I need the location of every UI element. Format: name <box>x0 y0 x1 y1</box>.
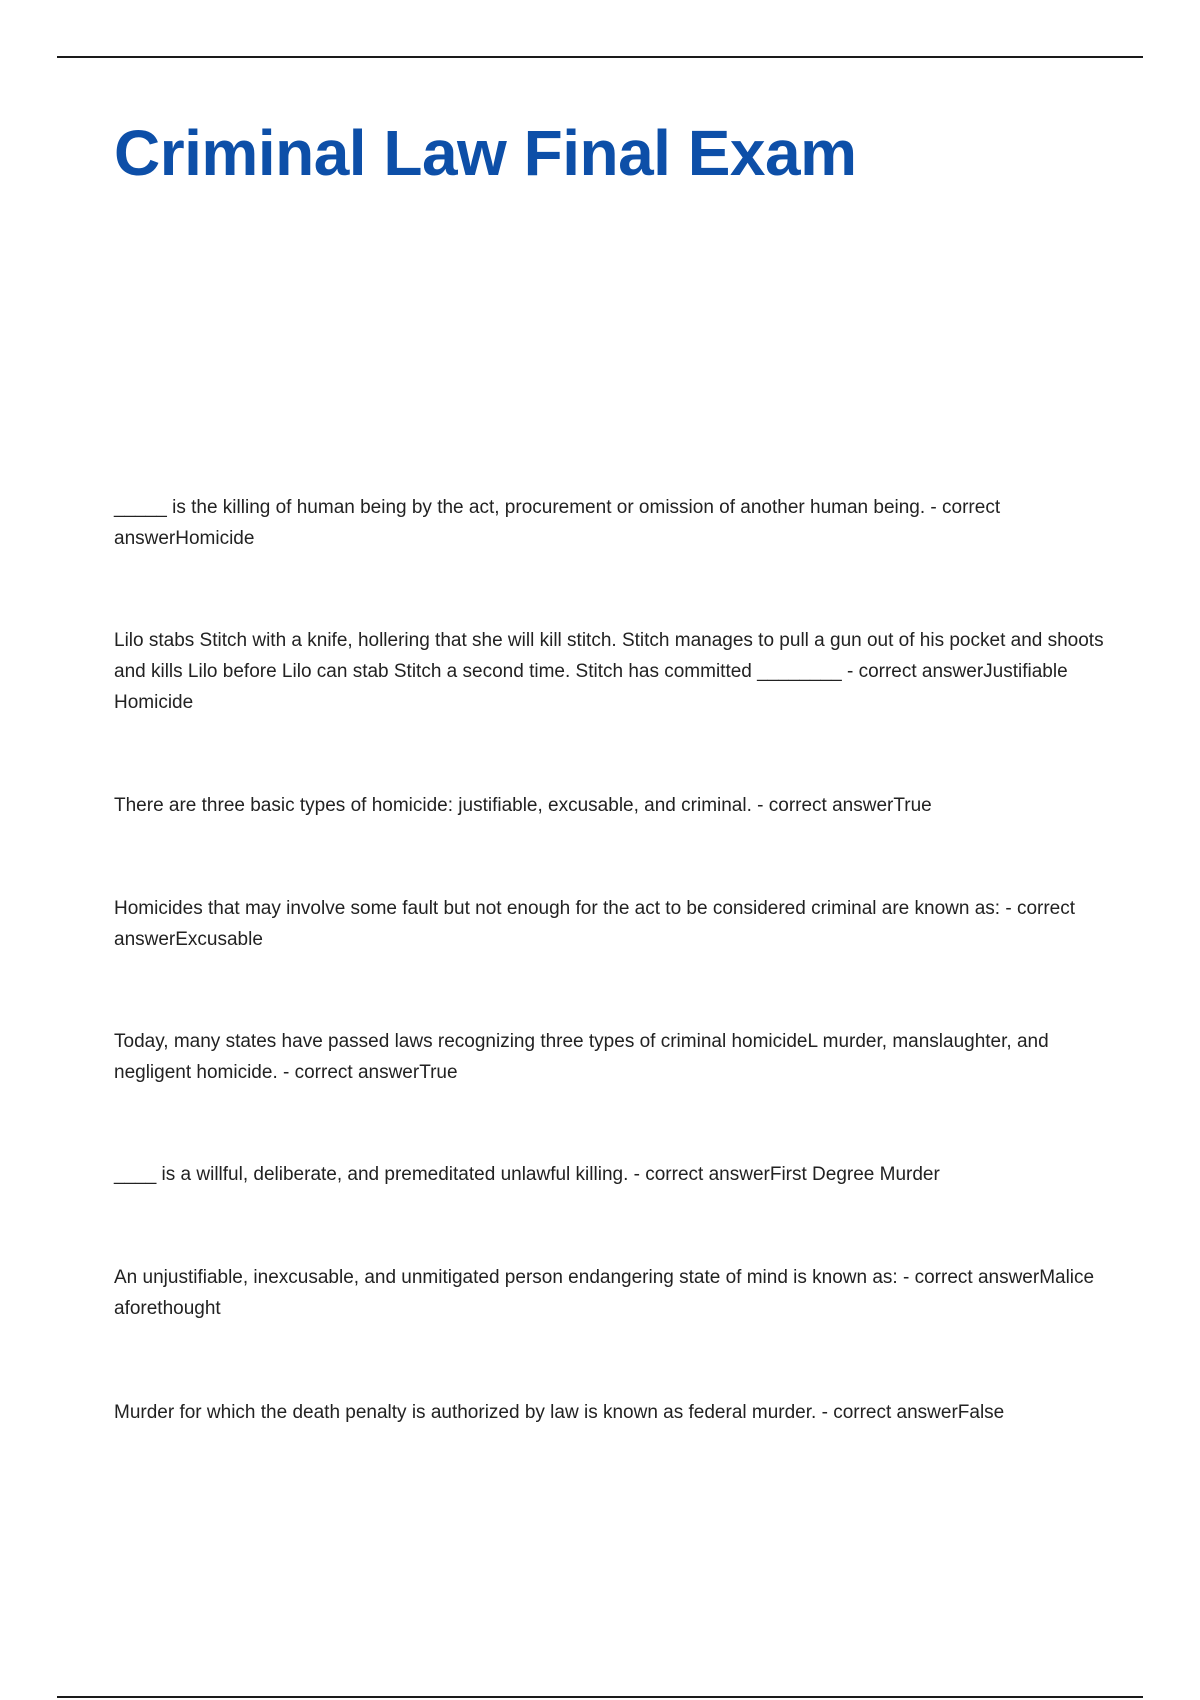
footer-rule <box>57 1696 1143 1698</box>
qa-item-6: ____ is a willful, deliberate, and premeditated unlawful killing. - correct answerFirst Degree Murder <box>114 1164 940 1185</box>
qa-item-8: Murder for which the death penalty is authorized by law is known as federal murder. - correct answerFalse <box>114 1402 1005 1423</box>
qa-item-7: An unjustifiable, inexcusable, and unmitigated person endangering state of mind is known as: - correct answerMalice aforethought <box>114 1267 1095 1319</box>
qa-item-2: Lilo stabs Stitch with a knife, hollering that she will kill stitch. Stitch manages to pull a gun out of his pocket and shoots and kills Lilo before Lilo can stab Stitch a second time. Stitch has committed ________ - correct answerJustifiable Homicide <box>114 630 1104 713</box>
qa-item-5: Today, many states have passed laws recognizing three types of criminal homicideL murder, manslaughter, and negligent homicide. - correct answerTrue <box>114 1031 1049 1083</box>
header-rule <box>57 56 1143 58</box>
qa-item-4: Homicides that may involve some fault but not enough for the act to be considered criminal are known as: - correct answerExcusable <box>114 898 1076 950</box>
qa-item-1: _____ is the killing of human being by the act, procurement or omission of another human being. - correct answerHomicide <box>114 497 1001 549</box>
document-title: Criminal Law Final Exam <box>114 117 857 189</box>
qa-item-3: There are three basic types of homicide: justifiable, excusable, and criminal. - correct answerTrue <box>114 795 932 816</box>
